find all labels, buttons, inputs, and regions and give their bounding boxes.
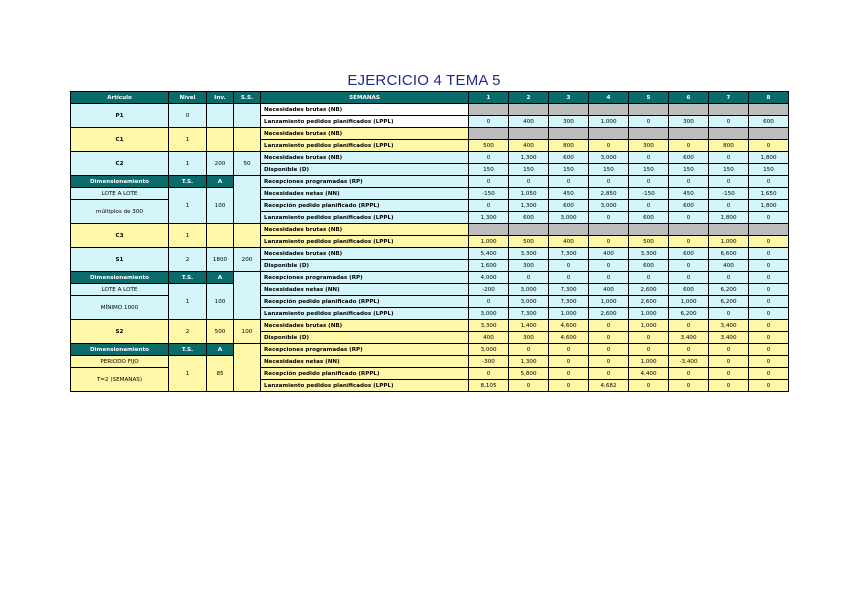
dim-header: Dimensionamiento — [71, 272, 169, 284]
week-value: 0 — [589, 212, 629, 224]
item-name: C3 — [71, 224, 169, 248]
a-header: A — [207, 272, 234, 284]
week-value: 0 — [669, 176, 709, 188]
item-row-s2 — [71, 344, 789, 356]
week-value: 0 — [669, 380, 709, 392]
item-level: 2 — [169, 248, 207, 272]
dim-policy: LOTE A LOTE — [71, 284, 169, 296]
week-value: 0 — [589, 260, 629, 272]
week-value: 1,300 — [509, 200, 549, 212]
week-value: 0 — [749, 236, 789, 248]
week-value: 400 — [589, 248, 629, 260]
item-name: C1 — [71, 128, 169, 152]
row-label: Lanzamiento pedidos planificados (LPPL) — [261, 236, 469, 248]
week-value — [749, 224, 789, 236]
header-cell: Inv. — [207, 92, 234, 104]
week-value: 1,400 — [509, 320, 549, 332]
week-value: 3,000 — [469, 344, 509, 356]
week-value — [589, 104, 629, 116]
item-row-s1 — [71, 248, 789, 260]
week-value: 0 — [749, 332, 789, 344]
week-value: 1,050 — [509, 188, 549, 200]
item-level: 0 — [169, 104, 207, 128]
week-value: 0 — [749, 248, 789, 260]
week-value — [549, 224, 589, 236]
empty-cell — [234, 272, 261, 320]
week-value — [509, 224, 549, 236]
week-value: 600 — [669, 248, 709, 260]
header-cell: 7 — [709, 92, 749, 104]
week-value: 0 — [469, 200, 509, 212]
item-safety-stock — [234, 224, 261, 248]
dim-policy: PERIODO FIJO — [71, 356, 169, 368]
dim-header: Dimensionamiento — [71, 176, 169, 188]
week-value: 4,682 — [589, 380, 629, 392]
week-value: 3,000 — [509, 296, 549, 308]
item-safety-stock: 100 — [234, 320, 261, 344]
week-value: 1,000 — [469, 236, 509, 248]
week-value: 5,400 — [469, 248, 509, 260]
row-label: Lanzamiento pedidos planificados (LPPL) — [261, 140, 469, 152]
week-value: 0 — [709, 176, 749, 188]
week-value: 0 — [749, 140, 789, 152]
header-cell: SEMANAS — [261, 92, 469, 104]
week-value: 0 — [509, 380, 549, 392]
week-value: 400 — [589, 284, 629, 296]
week-value: 0 — [709, 200, 749, 212]
week-value: 0 — [709, 344, 749, 356]
week-value: 0 — [589, 272, 629, 284]
dim-detail: T=2 (SEMANAS) — [71, 368, 169, 392]
week-value: 0 — [709, 308, 749, 320]
row-label: Necesidades netas (NN) — [261, 188, 469, 200]
week-value: 400 — [509, 116, 549, 128]
week-value — [669, 128, 709, 140]
week-value: 0 — [589, 236, 629, 248]
item-safety-stock: 200 — [234, 248, 261, 272]
item-safety-stock — [234, 128, 261, 152]
row-label: Necesidades brutas (NB) — [261, 128, 469, 140]
week-value: 150 — [509, 164, 549, 176]
week-value: 1,000 — [549, 308, 589, 320]
week-value: 0 — [629, 152, 669, 164]
week-value: 150 — [749, 164, 789, 176]
week-value — [549, 128, 589, 140]
week-value: 0 — [749, 296, 789, 308]
item-level: 1 — [169, 128, 207, 152]
week-value: 0 — [549, 272, 589, 284]
week-value: 600 — [669, 200, 709, 212]
row-label: Recepciones programadas (RP) — [261, 176, 469, 188]
week-value: 0 — [629, 200, 669, 212]
week-value: 6,200 — [709, 296, 749, 308]
week-value: 500 — [509, 236, 549, 248]
dim-policy: LOTE A LOTE — [71, 188, 169, 200]
header-cell: 5 — [629, 92, 669, 104]
row-label: Necesidades netas (NN) — [261, 356, 469, 368]
week-value: 150 — [709, 164, 749, 176]
week-value — [669, 104, 709, 116]
week-value — [669, 224, 709, 236]
week-value: 1,600 — [469, 260, 509, 272]
week-value: 800 — [709, 140, 749, 152]
week-value: 3,000 — [589, 152, 629, 164]
row-label: Necesidades brutas (NB) — [261, 224, 469, 236]
week-value: 3,000 — [469, 308, 509, 320]
week-value: 500 — [469, 140, 509, 152]
week-value: 0 — [669, 320, 709, 332]
item-row-c2 — [71, 176, 789, 188]
week-value: 3,400 — [669, 332, 709, 344]
a-header: A — [207, 176, 234, 188]
header-row — [71, 92, 789, 104]
week-value: 3,000 — [589, 200, 629, 212]
week-value: 6,600 — [709, 248, 749, 260]
row-label: Disponible (D) — [261, 332, 469, 344]
item-row-c3 — [71, 224, 789, 236]
ts-header: T.S. — [169, 176, 207, 188]
week-value: 4,000 — [469, 272, 509, 284]
week-value — [509, 128, 549, 140]
item-a: 100 — [207, 188, 234, 224]
week-value: -150 — [469, 188, 509, 200]
sheet-title: EJERCICIO 4 TEMA 5 — [347, 72, 501, 89]
week-value: 0 — [629, 344, 669, 356]
week-value — [469, 128, 509, 140]
week-value: 0 — [589, 320, 629, 332]
week-value: 0 — [749, 176, 789, 188]
row-label: Disponible (D) — [261, 260, 469, 272]
week-value: 0 — [709, 380, 749, 392]
week-value: 3,300 — [469, 320, 509, 332]
ts-header: T.S. — [169, 344, 207, 356]
week-value: 1,800 — [749, 200, 789, 212]
week-value: 1,300 — [509, 152, 549, 164]
week-value: 500 — [629, 236, 669, 248]
week-value — [749, 128, 789, 140]
week-value: 0 — [669, 236, 709, 248]
row-label: Recepciones programadas (RP) — [261, 272, 469, 284]
week-value: 0 — [509, 176, 549, 188]
item-name: S2 — [71, 320, 169, 344]
week-value: 4,400 — [629, 368, 669, 380]
week-value: 150 — [469, 164, 509, 176]
week-value: 0 — [669, 212, 709, 224]
week-value: 0 — [709, 368, 749, 380]
week-value — [629, 104, 669, 116]
week-value — [629, 128, 669, 140]
row-label: Disponible (D) — [261, 164, 469, 176]
header-cell: 8 — [749, 92, 789, 104]
week-value: 150 — [629, 164, 669, 176]
week-value: 0 — [749, 368, 789, 380]
week-value: 0 — [589, 140, 629, 152]
week-value: 300 — [509, 260, 549, 272]
week-value: 7,300 — [549, 296, 589, 308]
item-a: 85 — [207, 356, 234, 392]
header-cell: 2 — [509, 92, 549, 104]
week-value: 0 — [749, 284, 789, 296]
week-value: 3,400 — [709, 332, 749, 344]
week-value: 5,800 — [509, 368, 549, 380]
row-label: Lanzamiento pedidos planificados (LPPL) — [261, 308, 469, 320]
week-value: 2,600 — [629, 296, 669, 308]
item-name: P1 — [71, 104, 169, 128]
week-value: 6,200 — [709, 284, 749, 296]
week-value: 0 — [549, 380, 589, 392]
week-value: 150 — [589, 164, 629, 176]
item-level: 2 — [169, 320, 207, 344]
week-value: 1,300 — [469, 212, 509, 224]
week-value: 600 — [629, 260, 669, 272]
week-value: 600 — [509, 212, 549, 224]
week-value: 0 — [669, 344, 709, 356]
week-value: 8,105 — [469, 380, 509, 392]
header-cell: 6 — [669, 92, 709, 104]
row-label: Necesidades brutas (NB) — [261, 104, 469, 116]
item-a: 100 — [207, 284, 234, 320]
week-value: 0 — [709, 152, 749, 164]
week-value: 0 — [709, 116, 749, 128]
week-value: 1,300 — [509, 356, 549, 368]
item-row-c2 — [71, 188, 789, 200]
week-value: 0 — [629, 332, 669, 344]
week-value: 0 — [589, 344, 629, 356]
row-label: Lanzamiento pedidos planificados (LPPL) — [261, 212, 469, 224]
row-label: Recepción pedido planificado (RPPL) — [261, 368, 469, 380]
week-value: 400 — [509, 140, 549, 152]
row-label: Lanzamiento pedidos planificados (LPPL) — [261, 380, 469, 392]
item-row-c1 — [71, 128, 789, 140]
week-value: 0 — [749, 320, 789, 332]
row-label: Necesidades netas (NN) — [261, 284, 469, 296]
week-value: 0 — [749, 308, 789, 320]
week-value: 0 — [549, 368, 589, 380]
week-value — [589, 224, 629, 236]
a-header: A — [207, 344, 234, 356]
week-value: 6,200 — [669, 308, 709, 320]
week-value: 0 — [629, 116, 669, 128]
row-label: Recepciones programadas (RP) — [261, 344, 469, 356]
item-row-p1 — [71, 104, 789, 116]
week-value: 0 — [589, 176, 629, 188]
week-value: 600 — [669, 152, 709, 164]
week-value: 1,000 — [629, 308, 669, 320]
item-ts: 1 — [169, 284, 207, 320]
week-value: 0 — [469, 116, 509, 128]
item-row-s2 — [71, 356, 789, 368]
empty-cell — [234, 176, 261, 224]
week-value: 0 — [669, 140, 709, 152]
mrp-table — [70, 91, 789, 392]
week-value — [469, 104, 509, 116]
week-value: 150 — [669, 164, 709, 176]
week-value: 0 — [669, 272, 709, 284]
week-value: 0 — [549, 344, 589, 356]
week-value: 3,000 — [509, 284, 549, 296]
header-cell: Nivel — [169, 92, 207, 104]
week-value: 0 — [629, 380, 669, 392]
header-cell: 3 — [549, 92, 589, 104]
ts-header: T.S. — [169, 272, 207, 284]
header-cell: 1 — [469, 92, 509, 104]
week-value: 400 — [549, 236, 589, 248]
week-value: 0 — [549, 260, 589, 272]
item-inventory — [207, 224, 234, 248]
week-value — [509, 104, 549, 116]
week-value: 600 — [669, 284, 709, 296]
item-level: 1 — [169, 152, 207, 176]
week-value: 600 — [549, 152, 589, 164]
week-value: 0 — [589, 332, 629, 344]
dim-detail: múltiplos de 300 — [71, 200, 169, 224]
week-value: 0 — [749, 344, 789, 356]
week-value: -150 — [709, 188, 749, 200]
week-value: 0 — [669, 368, 709, 380]
week-value: 0 — [749, 356, 789, 368]
row-label: Lanzamiento pedidos planificados (LPPL) — [261, 116, 469, 128]
week-value: 400 — [709, 260, 749, 272]
row-label: Recepción pedido planificado (RPPL) — [261, 200, 469, 212]
week-value: 0 — [509, 344, 549, 356]
week-value: 1,000 — [709, 236, 749, 248]
week-value: 2,600 — [589, 308, 629, 320]
empty-cell — [234, 344, 261, 392]
week-value: 1,000 — [629, 320, 669, 332]
item-name: S1 — [71, 248, 169, 272]
week-value: 0 — [709, 356, 749, 368]
header-cell: S.S. — [234, 92, 261, 104]
item-inventory — [207, 104, 234, 128]
item-row-s2 — [71, 320, 789, 332]
week-value: 0 — [709, 272, 749, 284]
week-value — [629, 224, 669, 236]
week-value: 600 — [549, 200, 589, 212]
item-ts: 1 — [169, 356, 207, 392]
week-value: 300 — [509, 332, 549, 344]
item-inventory: 500 — [207, 320, 234, 344]
dim-detail: MÍNIMO 1000 — [71, 296, 169, 320]
week-value: 7,300 — [509, 308, 549, 320]
week-value: 4,600 — [549, 320, 589, 332]
item-inventory: 200 — [207, 152, 234, 176]
week-value: 7,300 — [549, 284, 589, 296]
week-value: 0 — [749, 380, 789, 392]
item-row-s1 — [71, 272, 789, 284]
header-cell: Artículo — [71, 92, 169, 104]
week-value: 600 — [749, 116, 789, 128]
week-value — [589, 128, 629, 140]
week-value: 0 — [629, 176, 669, 188]
item-safety-stock: 50 — [234, 152, 261, 176]
week-value: 0 — [509, 272, 549, 284]
week-value — [709, 128, 749, 140]
week-value: 0 — [469, 296, 509, 308]
week-value: -3,400 — [669, 356, 709, 368]
week-value: 600 — [629, 212, 669, 224]
item-row-c2 — [71, 152, 789, 164]
week-value: 0 — [589, 356, 629, 368]
item-row-s1 — [71, 284, 789, 296]
week-value: 1,650 — [749, 188, 789, 200]
week-value: 7,300 — [549, 248, 589, 260]
week-value: 400 — [469, 332, 509, 344]
week-value: 0 — [749, 272, 789, 284]
week-value: 2,850 — [589, 188, 629, 200]
week-value: 1,000 — [589, 116, 629, 128]
row-label: Necesidades brutas (NB) — [261, 248, 469, 260]
item-name: C2 — [71, 152, 169, 176]
week-value: 3,000 — [549, 212, 589, 224]
week-value: 800 — [549, 140, 589, 152]
item-ts: 1 — [169, 188, 207, 224]
week-value: 0 — [589, 368, 629, 380]
week-value: 4,600 — [549, 332, 589, 344]
week-value: 150 — [549, 164, 589, 176]
week-value: 0 — [469, 176, 509, 188]
row-label: Necesidades brutas (NB) — [261, 320, 469, 332]
week-value: 3,300 — [629, 248, 669, 260]
week-value: 0 — [549, 176, 589, 188]
item-safety-stock — [234, 104, 261, 128]
week-value: -300 — [469, 356, 509, 368]
week-value: -200 — [469, 284, 509, 296]
row-label: Recepción pedido planificado (RPPL) — [261, 296, 469, 308]
week-value — [469, 224, 509, 236]
week-value: 0 — [469, 368, 509, 380]
header-cell: 4 — [589, 92, 629, 104]
week-value: 0 — [549, 356, 589, 368]
item-inventory: 1800 — [207, 248, 234, 272]
week-value: 450 — [549, 188, 589, 200]
dim-header: Dimensionamiento — [71, 344, 169, 356]
item-inventory — [207, 128, 234, 152]
row-label: Necesidades brutas (NB) — [261, 152, 469, 164]
week-value: 3,400 — [709, 320, 749, 332]
week-value: 0 — [469, 152, 509, 164]
week-value: 300 — [629, 140, 669, 152]
week-value: 1,000 — [629, 356, 669, 368]
week-value: 0 — [749, 212, 789, 224]
week-value: 1,800 — [709, 212, 749, 224]
week-value: 0 — [629, 272, 669, 284]
week-value: 3,300 — [509, 248, 549, 260]
week-value: 450 — [669, 188, 709, 200]
week-value: 1,000 — [589, 296, 629, 308]
week-value: 0 — [749, 260, 789, 272]
week-value: 300 — [669, 116, 709, 128]
week-value: 2,600 — [629, 284, 669, 296]
week-value — [749, 104, 789, 116]
week-value: 1,800 — [749, 152, 789, 164]
week-value: 0 — [669, 260, 709, 272]
week-value — [709, 224, 749, 236]
item-level: 1 — [169, 224, 207, 248]
week-value: 1,000 — [669, 296, 709, 308]
week-value: 300 — [549, 116, 589, 128]
week-value: -150 — [629, 188, 669, 200]
week-value — [549, 104, 589, 116]
week-value — [709, 104, 749, 116]
